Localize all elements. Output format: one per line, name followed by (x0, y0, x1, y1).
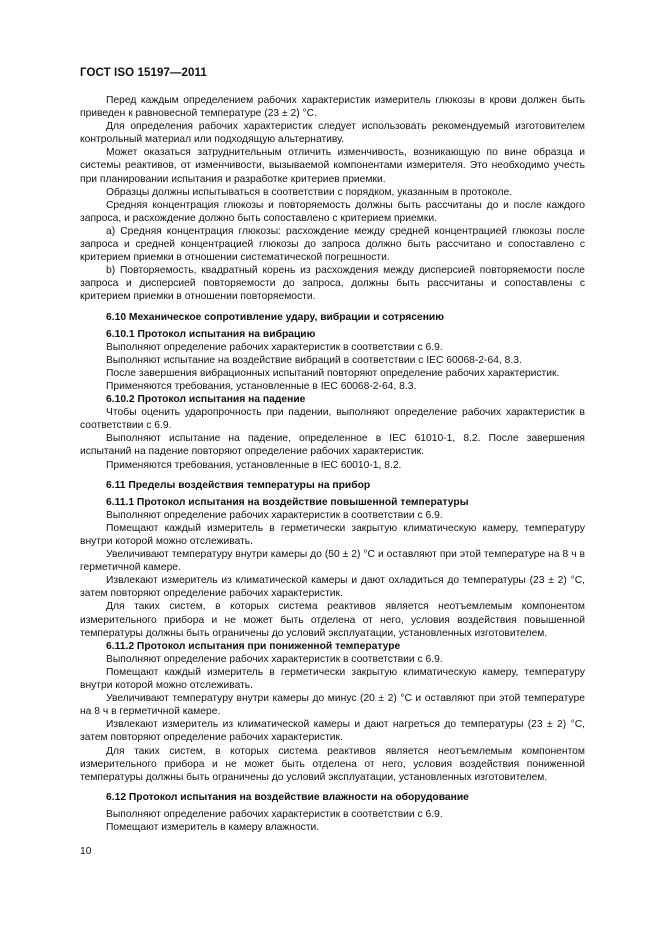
paragraph: После завершения вибрационных испытаний повторяют определение рабочих характеристик. (106, 367, 560, 379)
paragraph: Помещают каждый измеритель в герметически закрытую климатическую камеру, температуру внутри которой можно отслеживать. (80, 666, 585, 692)
paragraph: Для определения рабочих характеристик следует использовать рекомендуемый изготовителем контрольный материал или подходящую альтернативу. (80, 121, 585, 146)
paragraph: Помещают измеритель в камеру влажности. (106, 821, 320, 833)
document-header: ГОСТ ISO 15197—2011 (80, 67, 207, 79)
paragraph: Применяются требования, установленные в IEC 60010-1, 8.2. (106, 459, 402, 471)
paragraph: Выполняют определение рабочих характеристик в соответствии с 6.9. (106, 653, 443, 665)
subsection-heading: 6.10.2 Протокол испытания на падение (106, 394, 306, 406)
paragraph: Для таких систем, в которых система реактивов является неотъемлемым компонентом измерительного прибора и не может быть отделена от него, условия воздействия повышенной температуры должны быть ограничены до условий эксплуатации, установленных изготовителем. (80, 601, 585, 639)
paragraph: Увеличивают температуру внутри камеры до минус (20 ± 2) °С и оставляют при этой температуре на 8 ч в герметичной камере. (80, 693, 585, 718)
paragraph: Перед каждым определением рабочих характеристик измеритель глюкозы в крови должен быть приведен к равновесной температуре (23 ± 2) °С. (80, 95, 585, 120)
section-heading: 6.11 Пределы воздействия температуры на прибор (106, 479, 371, 491)
document-body (80, 94, 585, 834)
paragraph: Извлекают измеритель из климатической камеры и дают охладиться до температуры (23 ± 2) °С, затем повторяют определение рабочих характеристик. (80, 575, 585, 600)
paragraph: Выполняют испытание на падение, определенное в IEC 61010-1, 8.2. После завершения испытаний на падение повторяют определение рабочих характеристик. (80, 433, 585, 458)
list-item: а) Средняя концентрация глюкозы: расхождение между средней концентрацией глюкозы после запроса и средней концентрацией глюкозы до запроса должно быть рассчитано и сопоставлено с критерием приемки в отношении систематической погрешности. (80, 225, 585, 264)
subsection-heading: 6.10.1 Протокол испытания на вибрацию (106, 328, 316, 340)
section-heading: 6.12 Протокол испытания на воздействие влажности на оборудование (106, 791, 469, 803)
paragraph: Для таких систем, в которых система реактивов является неотъемлемым компонентом измерительного прибора и не может быть отделена от него, условия воздействия пониженной температуры должны быть ограничены до условий эксплуатации, установленных изготовителем. (80, 745, 585, 783)
list-item: b) Повторяемость, квадратный корень из расхождения между дисперсией повторяемости после запроса и дисперсией повторяемости до запроса, должны быть рассчитаны и сопоставлены с критерием приемки в отношении повторяемости. (80, 265, 585, 303)
subsection-heading: 6.11.1 Протокол испытания на воздействие повышенной температуры (106, 496, 469, 508)
paragraph: Выполняют испытание на воздействие вибраций в соответствии с IEC 60068-2-64, 8.3. (106, 354, 522, 366)
page-number: 10 (80, 846, 92, 857)
section-heading: 6.10 Механическое сопротивление удару, вибрации и сотрясению (106, 311, 445, 323)
paragraph: Выполняют определение рабочих характеристик в соответствии с 6.9. (106, 341, 443, 353)
paragraph: Образцы должны испытываться в соответствии с порядком, указанным в протоколе. (106, 186, 513, 198)
subsection-heading: 6.11.2 Протокол испытания при пониженной температуре (106, 640, 401, 652)
paragraph: Помещают каждый измеритель в герметически закрытую климатическую камеру, температуру внутри которой можно отслеживать. (80, 522, 585, 547)
paragraph: Применяются требования, установленные в IEC 60068-2-64, 8.3. (106, 380, 417, 392)
paragraph: Выполняют определение рабочих характеристик в соответствии с 6.9. (106, 808, 443, 820)
paragraph: Выполняют определение рабочих характеристик в соответствии с 6.9. (106, 509, 443, 521)
paragraph: Может оказаться затруднительным отличить изменчивость, возникающую по вине образца и системы реактивов, от изменчивости, вызываемой компонентами измерителя. Это необходимо учесть при планировании испытания и разработке критериев приемки. (80, 147, 585, 185)
paragraph: Извлекают измеритель из климатической камеры и дают нагреться до температуры (23 ± 2) °С, затем повторяют определение рабочих характеристик. (80, 719, 585, 744)
paragraph: Средняя концентрация глюкозы и повторяемость должны быть рассчитаны до и после каждого запроса, и расхождение должно быть сопоставлено с критерием приемки. (80, 199, 585, 224)
paragraph: Чтобы оценить ударопрочность при падении, выполняют определение рабочих характеристик в соответствии с 6.9. (80, 407, 585, 432)
paragraph: Увеличивают температуру внутри камеры до (50 ± 2) °С и оставляют при этой температуре на 8 ч в герметичной камере. (80, 549, 585, 574)
